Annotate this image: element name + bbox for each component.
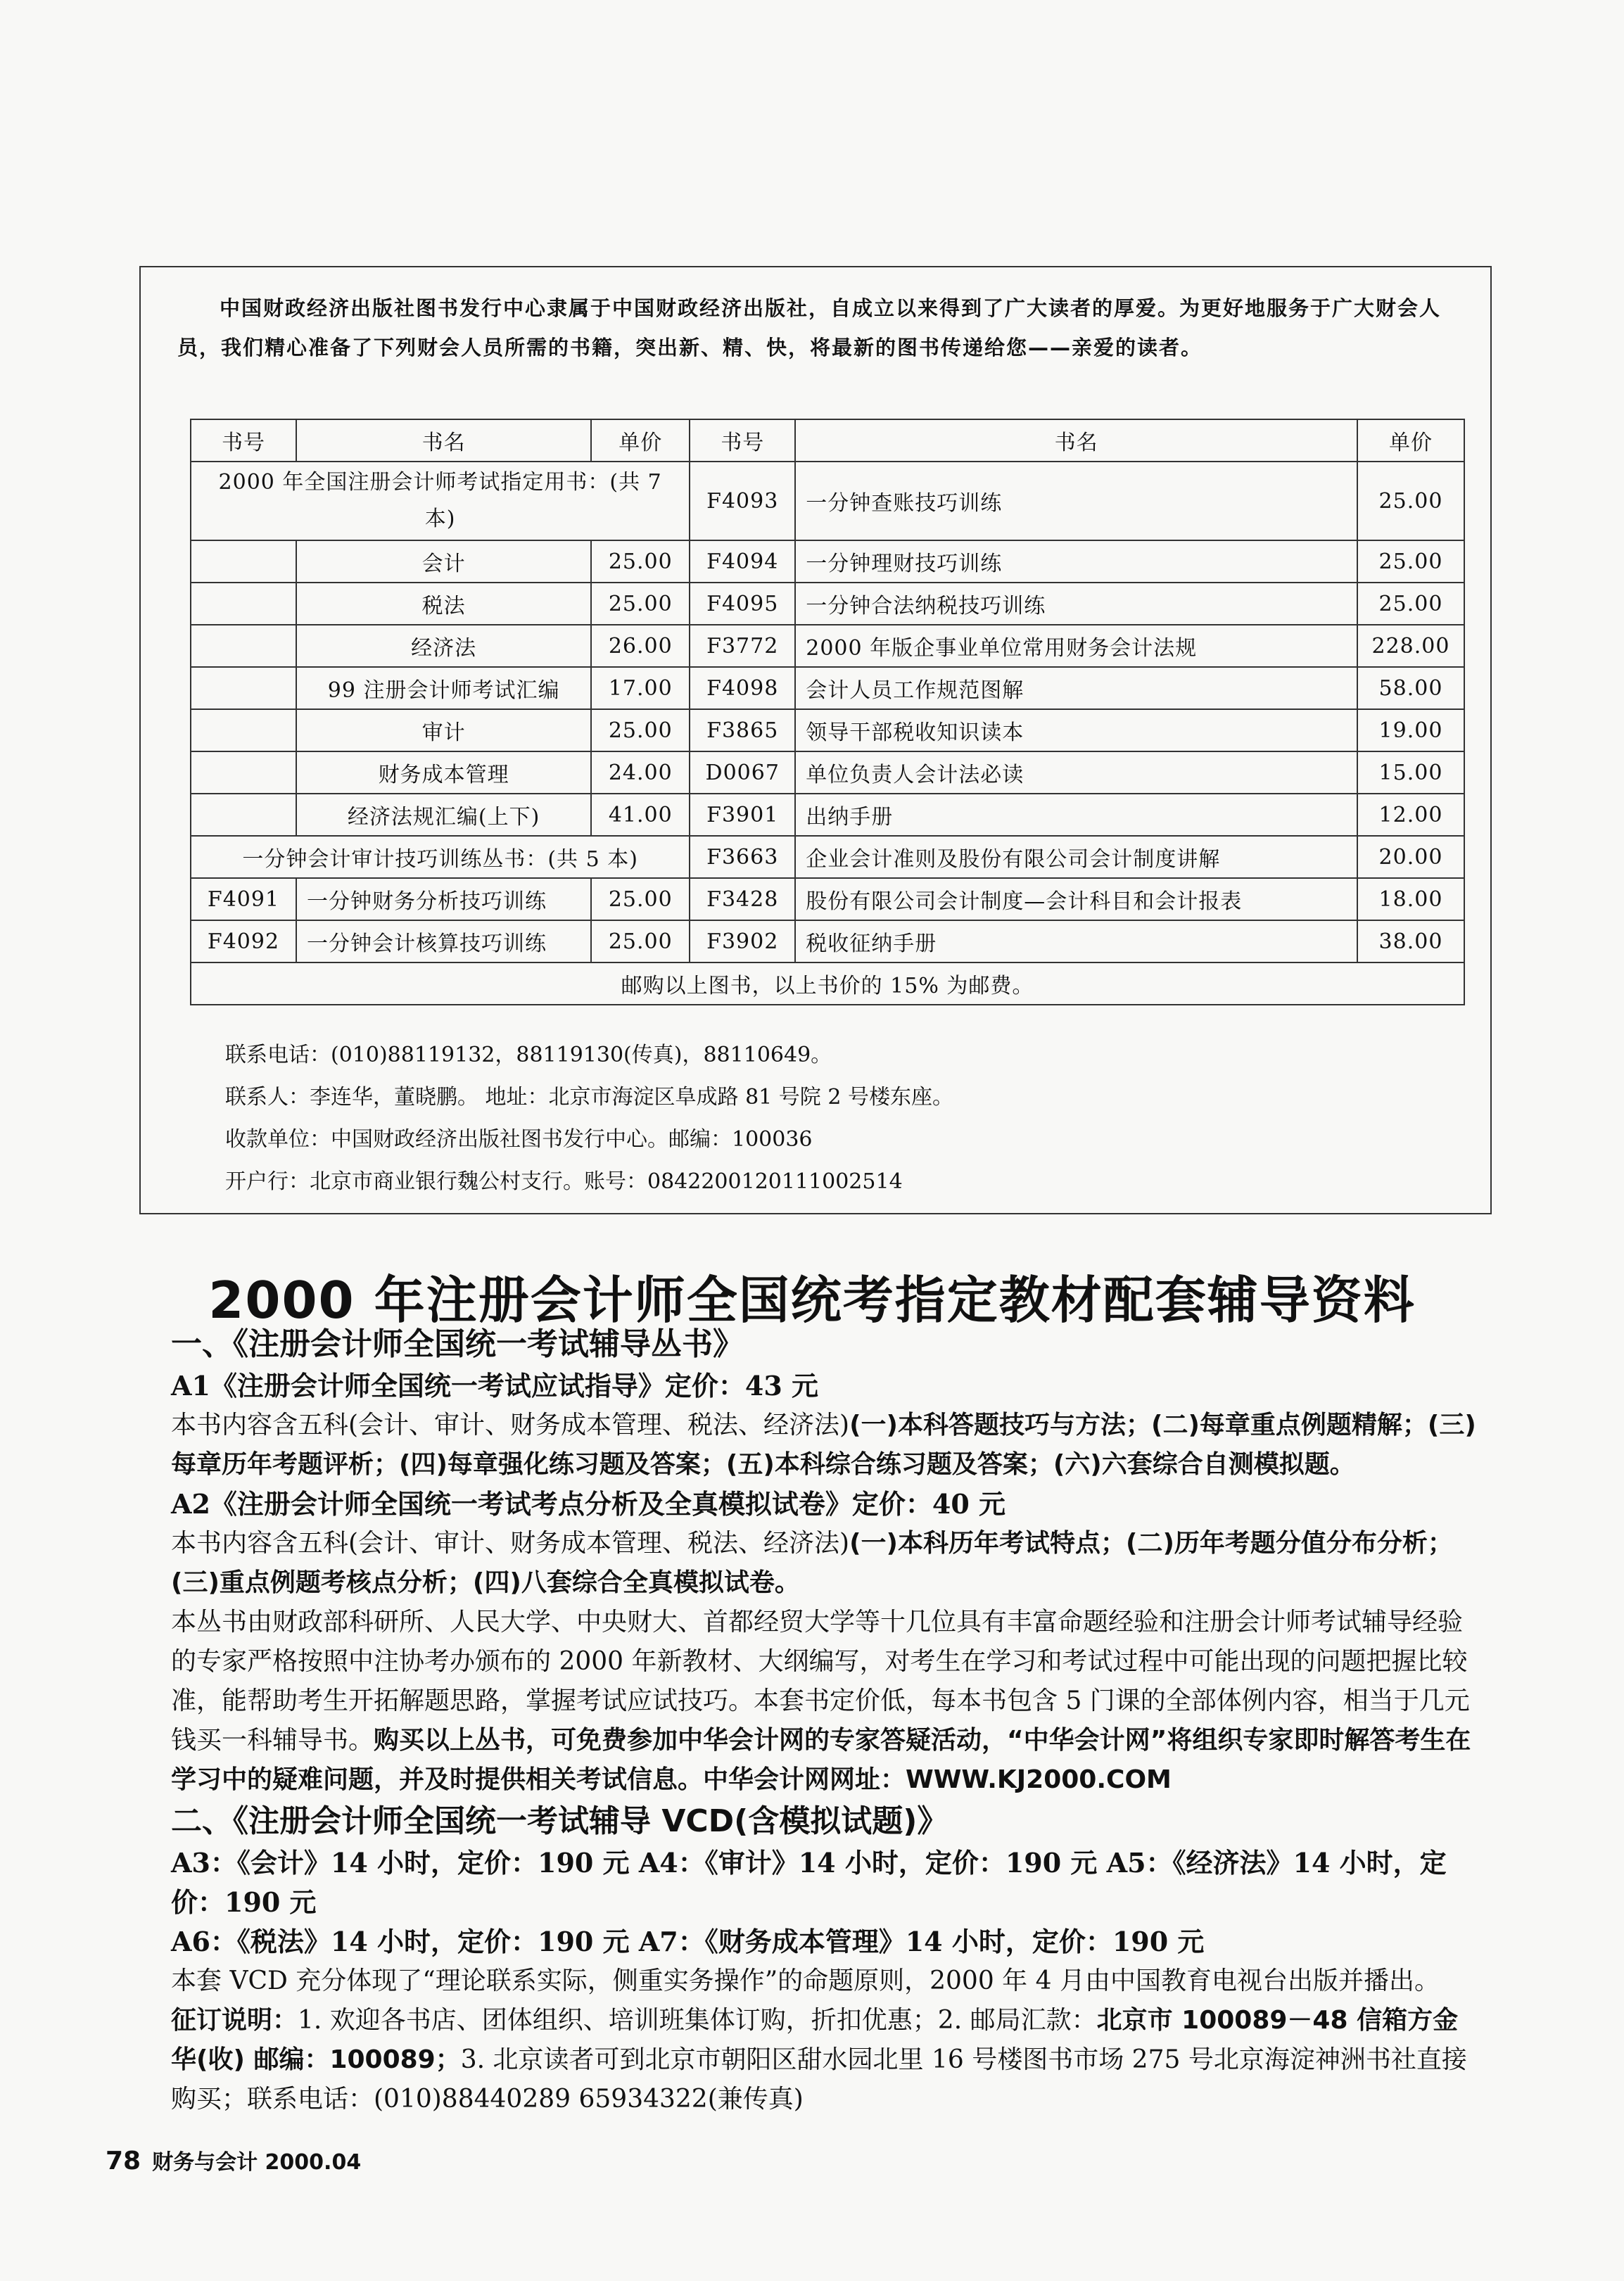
description-highlight: (一)本科答题技巧与方法；(二)每章重点例题精解；(三)每章历年考题评析；(四)每章强化练习题及答案；(五)本科综合练习题及答案；(六)六套综合自测模拟题。 xyxy=(171,1411,1476,1479)
book-title: 领导干部税收知识读本 xyxy=(795,709,1357,751)
contact-bank: 开户行：北京市商业银行魏公村支行。账号：0842200120111002514 xyxy=(225,1169,903,1194)
book-title: 财务成本管理 xyxy=(296,751,591,794)
book-price: 15.00 xyxy=(1357,751,1464,794)
book-code: F3772 xyxy=(690,625,795,667)
book-title: 会计人员工作规范图解 xyxy=(795,667,1357,709)
order-address: 北京市 100089－48 信箱方金华(收) 邮编：100089； xyxy=(171,2006,1459,2074)
book-code: F3901 xyxy=(690,794,795,836)
book-title: 2000 年版企事业单位常用财务会计法规 xyxy=(795,625,1357,667)
contact-phone: 联系电话：(010)88119132，88119130(传真)，88110649。 xyxy=(225,1043,832,1067)
contact-payee: 收款单位：中国财政经济出版社图书发行中心。邮编：100036 xyxy=(225,1127,813,1152)
book-price: 228.00 xyxy=(1357,625,1464,667)
journal-name: 财务与会计 2000.04 xyxy=(152,2150,362,2175)
table-row xyxy=(191,709,1464,751)
book-title: 经济法 xyxy=(296,625,591,667)
book-price: 12.00 xyxy=(1357,794,1464,836)
order-instructions xyxy=(171,2001,1480,2119)
book-title: 股份有限公司会计制度—会计科目和会计报表 xyxy=(795,878,1357,920)
book-price: 25.00 xyxy=(591,583,690,625)
book-code: F4095 xyxy=(690,583,795,625)
catalog-box xyxy=(139,266,1492,1214)
order-text: 1. 欢迎各书店、团体组织、培训班集体订购，折扣优惠；2. 邮局汇款： xyxy=(298,2006,1097,2035)
contact-info xyxy=(225,1034,1421,1203)
book-code: F3663 xyxy=(690,836,795,878)
order-rest: 3. 北京读者可到北京市朝阳区甜水园北里 16 号楼图书市场 275 号北京海淀神洲书社直接购买；联系电话：(010)88440289 65934322(兼传真) xyxy=(171,2045,1467,2114)
book-price: 24.00 xyxy=(591,751,690,794)
book-code: F4092 xyxy=(191,920,296,962)
table-row xyxy=(191,794,1464,836)
book-title: 一分钟会计核算技巧训练 xyxy=(296,920,591,962)
book-code: F4098 xyxy=(690,667,795,709)
book-price: 25.00 xyxy=(591,878,690,920)
table-row xyxy=(191,836,1464,878)
book-title: 一分钟理财技巧训练 xyxy=(795,540,1357,583)
header-price-right: 单价 xyxy=(1357,419,1464,462)
book-title: 99 注册会计师考试汇编 xyxy=(296,667,591,709)
book-code: F4094 xyxy=(690,540,795,583)
item-description xyxy=(171,1406,1480,1485)
book-price: 25.00 xyxy=(1357,462,1464,540)
book-price: 19.00 xyxy=(1357,709,1464,751)
book-price: 26.00 xyxy=(591,625,690,667)
article-body xyxy=(171,1323,1480,2119)
book-price: 25.00 xyxy=(1357,540,1464,583)
section-heading: 二、《注册会计师全国统一考试辅导 VCD(含模拟试题)》 xyxy=(171,1803,949,1839)
table-row xyxy=(191,751,1464,794)
book-title: 出纳手册 xyxy=(795,794,1357,836)
table-row xyxy=(191,583,1464,625)
vcd-description: 本套 VCD 充分体现了“理论联系实际，侧重实务操作”的命题原则，2000 年 4 月由中国教育电视台出版并播出。 xyxy=(171,1967,1440,1995)
book-title: 一分钟合法纳税技巧训练 xyxy=(795,583,1357,625)
group1-title: 2000 年全国注册会计师考试指定用书：(共 7 本) xyxy=(191,462,690,540)
table-row xyxy=(191,667,1464,709)
group2-title: 一分钟会计审计技巧训练丛书：(共 5 本) xyxy=(191,836,690,878)
header-title-left: 书名 xyxy=(296,419,591,462)
book-price: 25.00 xyxy=(1357,583,1464,625)
page-title: 2000 年注册会计师全国统考指定教材配套辅导资料 xyxy=(208,1271,1416,1330)
book-price: 17.00 xyxy=(591,667,690,709)
book-price: 25.00 xyxy=(591,920,690,962)
book-price: 58.00 xyxy=(1357,667,1464,709)
description-lead: 本书内容含五科(会计、审计、财务成本管理、税法、经济法) xyxy=(171,1529,850,1558)
book-price: 18.00 xyxy=(1357,878,1464,920)
book-title: 审计 xyxy=(296,709,591,751)
series-description xyxy=(171,1603,1480,1800)
table-row xyxy=(191,462,1464,540)
order-label: 征订说明： xyxy=(171,2006,298,2035)
description-highlight: (一)本科历年考试特点；(二)历年考题分值分布分析；(三)重点例题考核点分析；(四)八套综合全真模拟试卷。 xyxy=(171,1529,1453,1597)
book-code: F3865 xyxy=(690,709,795,751)
book-price: 25.00 xyxy=(591,540,690,583)
item-heading: A1《注册会计师全国统一考试应试指导》定价：43 元 xyxy=(171,1370,819,1402)
table-row xyxy=(191,920,1464,962)
book-table xyxy=(190,419,1465,1005)
book-code: D0067 xyxy=(690,751,795,794)
contact-person-address: 联系人：李连华，董晓鹏。 地址：北京市海淀区阜成路 81 号院 2 号楼东座。 xyxy=(225,1085,953,1110)
table-row xyxy=(191,625,1464,667)
intro-paragraph: 中国财政经济出版社图书发行中心隶属于中国财政经济出版社，自成立以来得到了广大读者的厚爱。为更好地服务于广大财会人员，我们精心准备了下列财会人员所需的书籍，突出新、精、快，将最新的图书传递给您——亲爱的读者。 xyxy=(177,296,1442,360)
series-text: 本丛书由财政部科研所、人民大学、中央财大、首都经贸大学等十几位具有丰富命题经验和注册会计师考试辅导经验的专家严格按照中注协考办颁布的 2000 年新教材、大纲编写，对考生在学习和考试过程中可能出现的问题把握比较准，能帮助考生开拓解题思路，掌握考试应试技巧。本套书定价低，每本书包含 5 门课的全部体例内容，相当于几元钱买一科辅导书。 xyxy=(171,1608,1470,1755)
vcd-line: A6：《税法》14 小时，定价：190 元 A7：《财务成本管理》14 小时，定价：190 元 xyxy=(171,1926,1205,1957)
table-header-row xyxy=(191,419,1464,462)
book-title: 一分钟查账技巧训练 xyxy=(795,462,1357,540)
header-price-left: 单价 xyxy=(591,419,690,462)
book-code: F4091 xyxy=(191,878,296,920)
section-heading: 一、《注册会计师全国统一考试辅导丛书》 xyxy=(171,1326,744,1362)
header-code-right: 书号 xyxy=(690,419,795,462)
book-title: 税收征纳手册 xyxy=(795,920,1357,962)
book-title: 单位负责人会计法必读 xyxy=(795,751,1357,794)
item-description xyxy=(171,1524,1480,1603)
series-highlight: 购买以上丛书，可免费参加中华会计网的专家答疑活动，“中华会计网”将组织专家即时解答考生在学习中的疑难问题，并及时提供相关考试信息。中华会计网网址：WWW.KJ2000.COM xyxy=(171,1726,1471,1794)
table-row xyxy=(191,878,1464,920)
vcd-line: A3：《会计》14 小时，定价：190 元 A4：《审计》14 小时，定价：190 元 A5：《经济法》14 小时，定价：190 元 xyxy=(171,1847,1447,1918)
book-title: 一分钟财务分析技巧训练 xyxy=(296,878,591,920)
book-title: 税法 xyxy=(296,583,591,625)
page-number: 78 xyxy=(106,2147,141,2175)
table-note-row xyxy=(191,962,1464,1005)
book-price: 41.00 xyxy=(591,794,690,836)
book-title: 经济法规汇编(上下) xyxy=(296,794,591,836)
book-code: F4093 xyxy=(690,462,795,540)
page-footer xyxy=(106,2145,361,2175)
book-price: 38.00 xyxy=(1357,920,1464,962)
description-lead: 本书内容含五科(会计、审计、财务成本管理、税法、经济法) xyxy=(171,1411,850,1440)
book-title: 会计 xyxy=(296,540,591,583)
book-title: 企业会计准则及股份有限公司会计制度讲解 xyxy=(795,836,1357,878)
book-code: F3902 xyxy=(690,920,795,962)
header-code-left: 书号 xyxy=(191,419,296,462)
book-code: F3428 xyxy=(690,878,795,920)
item-heading: A2《注册会计师全国统一考试考点分析及全真模拟试卷》定价：40 元 xyxy=(171,1488,1006,1520)
postage-note: 邮购以上图书，以上书价的 15% 为邮费。 xyxy=(191,962,1464,1005)
table-row xyxy=(191,540,1464,583)
book-price: 20.00 xyxy=(1357,836,1464,878)
book-price: 25.00 xyxy=(591,709,690,751)
header-title-right: 书名 xyxy=(795,419,1357,462)
